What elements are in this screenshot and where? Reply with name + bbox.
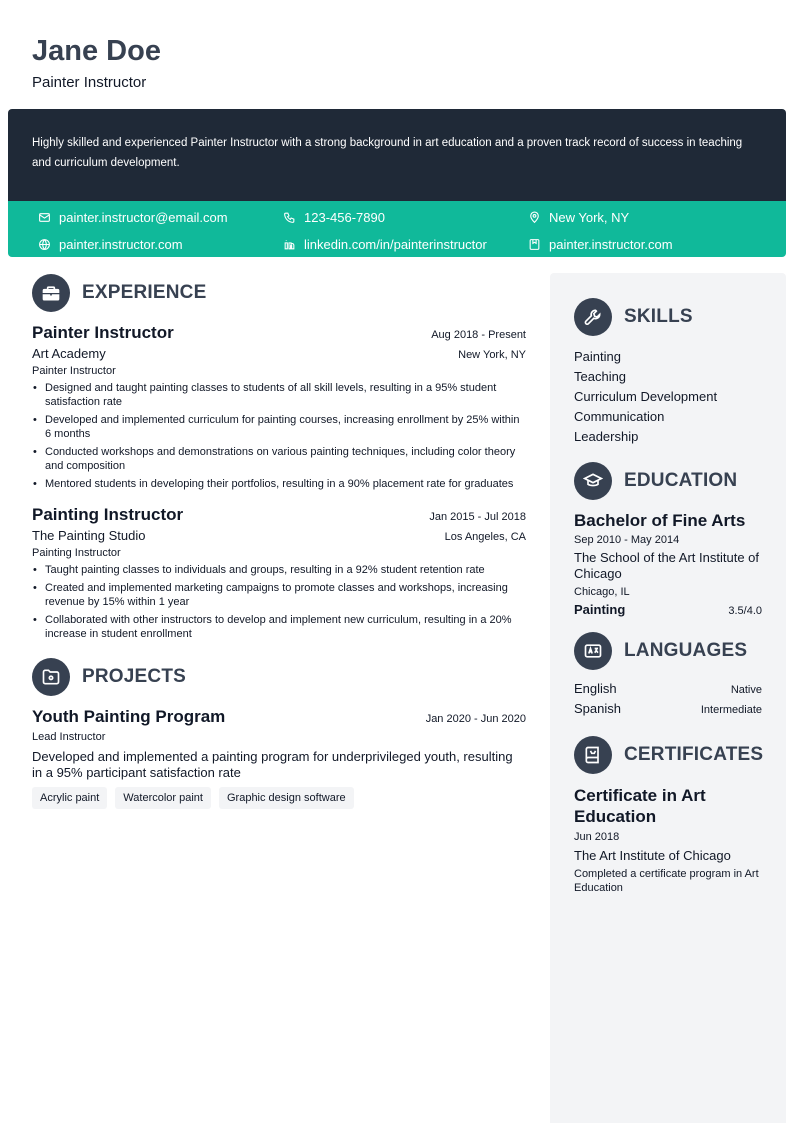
contact-phone[interactable] — [283, 208, 528, 226]
candidate-name: Jane Doe — [32, 35, 161, 67]
contact-location — [528, 208, 773, 226]
project-tags — [32, 787, 526, 809]
certificate-date: Jun 2018 — [574, 831, 620, 843]
job-role: Painting Instructor — [32, 547, 121, 559]
contact-website[interactable] — [38, 236, 283, 254]
job-title: Painter Instructor — [32, 323, 174, 342]
sidebar-column — [550, 273, 786, 1123]
book-icon — [574, 736, 612, 774]
portfolio-icon — [528, 238, 541, 251]
language-level: Intermediate — [700, 704, 762, 716]
project-entry — [32, 707, 526, 809]
job-bullet: • Designed and taught painting classes to students of all skill levels, resulting in a 95% student satisfaction rate — [32, 381, 526, 409]
certificate-entry — [574, 785, 762, 895]
education-location: Chicago, IL — [574, 586, 630, 598]
job-bullet: • Taught painting classes to individuals and groups, resulting in a 92% student retention rate — [32, 563, 526, 577]
contact-bar — [8, 201, 786, 257]
languages-title: LANGUAGES — [624, 640, 748, 661]
job-bullet: • Conducted workshops and demonstrations on various painting techniques, including color theory and composition — [32, 445, 526, 473]
contact-location-text: New York, NY — [549, 209, 630, 225]
certificate-org: The Art Institute of Chicago — [574, 848, 731, 863]
languages-list — [574, 681, 762, 721]
summary-panel — [8, 109, 786, 201]
main-column — [32, 273, 526, 809]
phone-icon — [283, 211, 296, 224]
skills-section-header — [574, 297, 762, 337]
job-bullet: • Collaborated with other instructors to develop and implement new curriculum, resulting in a 20% increase in student enrollment — [32, 613, 526, 641]
contact-linkedin-text: linkedin.com/in/painterinstructor — [304, 237, 487, 252]
experience-section-header — [32, 273, 526, 313]
projects-title: PROJECTS — [82, 666, 187, 687]
summary-text: Highly skilled and experienced Painter Instructor with a strong background in art education and a proven track record of success in teaching and curriculum development. — [32, 137, 743, 169]
language-level: Native — [730, 684, 762, 696]
education-section-header — [574, 461, 762, 501]
job-location: New York, NY — [458, 349, 526, 361]
project-tag: Acrylic paint — [32, 787, 107, 809]
folder-icon — [32, 658, 70, 696]
contact-linkedin[interactable] — [283, 236, 528, 254]
projects-section-header — [32, 657, 526, 697]
skill-item: Leadership — [574, 429, 639, 444]
education-school: The School of the Art Institute of Chicago — [574, 550, 759, 581]
education-entry — [574, 511, 762, 617]
resume-header — [32, 34, 161, 91]
language-name: Spanish — [574, 701, 621, 716]
project-title: Youth Painting Program — [32, 707, 226, 726]
project-role: Lead Instructor — [32, 731, 106, 743]
language-item — [574, 681, 762, 701]
experience-title: EXPERIENCE — [82, 282, 207, 303]
education-degree: Bachelor of Fine Arts — [574, 511, 746, 530]
contact-email-text: painter.instructor@email.com — [59, 209, 228, 225]
contact-email[interactable] — [38, 208, 283, 226]
education-title: EDUCATION — [624, 470, 738, 491]
project-tag: Watercolor paint — [115, 787, 211, 809]
wrench-icon — [574, 298, 612, 336]
contact-portfolio[interactable] — [528, 236, 773, 254]
certificate-name: Certificate in Art Education — [574, 786, 706, 826]
job-company: Art Academy — [32, 346, 106, 361]
mail-icon — [38, 211, 51, 224]
linkedin-icon — [283, 238, 296, 251]
contact-phone-text: 123-456-7890 — [304, 209, 385, 225]
education-field: Painting — [574, 602, 626, 617]
job-entry — [32, 505, 526, 641]
job-company: The Painting Studio — [32, 528, 146, 543]
contact-portfolio-text: painter.instructor.com — [549, 237, 673, 252]
translate-icon — [574, 632, 612, 670]
skill-item: Communication — [574, 409, 665, 424]
project-description: Developed and implemented a painting program for underprivileged youth, resulting in a 95% participant satisfaction rate — [32, 749, 513, 780]
project-tag: Graphic design software — [219, 787, 354, 809]
contact-website-text: painter.instructor.com — [59, 237, 183, 252]
job-bullets — [32, 381, 526, 491]
job-entry — [32, 323, 526, 491]
languages-section-header — [574, 631, 762, 671]
job-location: Los Angeles, CA — [444, 531, 526, 543]
skill-item: Painting — [574, 349, 621, 364]
skills-list — [574, 347, 762, 447]
job-bullets — [32, 563, 526, 641]
globe-icon — [38, 238, 51, 251]
graduation-cap-icon — [574, 462, 612, 500]
skill-item: Curriculum Development — [574, 389, 718, 404]
candidate-title: Painter Instructor — [32, 74, 147, 91]
briefcase-icon — [32, 274, 70, 312]
project-date: Jan 2020 - Jun 2020 — [425, 713, 526, 725]
job-role: Painter Instructor — [32, 365, 116, 377]
education-gpa: 3.5/4.0 — [728, 605, 762, 617]
skills-title: SKILLS — [624, 306, 693, 327]
job-title: Painting Instructor — [32, 505, 184, 524]
certificate-description: Completed a certificate program in Art Education — [574, 868, 759, 894]
job-date: Jan 2015 - Jul 2018 — [429, 511, 526, 523]
job-bullet: • Created and implemented marketing campaigns to promote classes and workshops, increasing revenue by 15% within 1 year — [32, 581, 526, 609]
education-date: Sep 2010 - May 2014 — [574, 534, 680, 546]
certificates-title: CERTIFICATES — [624, 744, 764, 765]
language-name: English — [574, 681, 617, 696]
job-bullet: • Mentored students in developing their portfolios, resulting in a 90% placement rate for graduates — [32, 477, 526, 491]
certificates-section-header — [574, 735, 762, 775]
job-bullet: • Developed and implemented curriculum for painting courses, increasing enrollment by 25% within 6 months — [32, 413, 526, 441]
job-date: Aug 2018 - Present — [431, 329, 526, 341]
skill-item: Teaching — [574, 369, 627, 384]
location-pin-icon — [528, 211, 541, 224]
language-item — [574, 701, 762, 721]
